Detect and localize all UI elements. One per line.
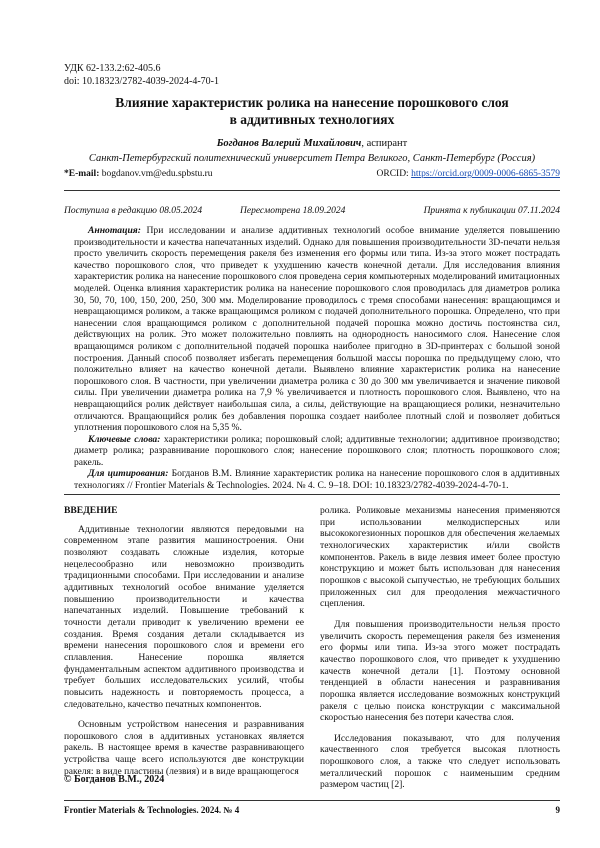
author-name: Богданов Валерий Михайлович <box>216 138 362 149</box>
page-number: 9 <box>555 805 560 815</box>
abstract-block <box>74 225 560 492</box>
title-line-2: в аддитивных технологиях <box>229 112 395 127</box>
date-received: Поступила в редакцию 08.05.2024 <box>64 206 203 216</box>
article-page <box>64 0 560 848</box>
author-role: , аспирант <box>361 138 408 149</box>
doi-text: doi: 10.18323/2782-4039-2024-4-70-1 <box>64 76 219 87</box>
udk-code: УДК 62-133.2:62-405.6 <box>64 63 161 74</box>
orcid-link[interactable]: https://orcid.org/0009-0006-6865-3579 <box>411 169 560 179</box>
keywords-text: характеристики ролика; порошковый слой; аддитивные технологии; аддитивное производство; диаметр ролика; разравнивание порошкового слоя; нанесение порошкового слоя; плотность порошкового слоя; ракель. <box>74 433 560 468</box>
abstract-text: При исследовании и анализе аддитивных технологий особое внимание уделяется повышению производительности и качества напечатанных изделий. Однако для повышения производительности 3D-печати нельзя просто увеличить скорость перемещения ракеля без изменения его формы или типа. Из-за этого может пострадать качество порошкового слоя, что приведет к ухудшению качеств конечной детали. Для исследования влияния характеристик ролика на нанесение порошкового слоя проведена серия компьютерных моделирований имитационных моделей. Оценка влияния характеристик ролика на нанесение порошкового слоя проводилась для диаметров ролика 30, 50, 70, 100, 150, 200, 250, 300 мм. Моделирование проводилось с тремя способами нанесения: вращающимся и невращающимся роликом, а также вращающимся роликом с подачей дополнительного порошка. Определено, что при нанесении слоя вращающимся роликом с дополнительной подачей порошка можно достичь постоянства сил, действующих на ролик. Это может положительно повлиять на однородность наносимого слоя. Нанесение слоя вращающимся роликом с дополнительной подачей порошка наиболее пригодно в 3D-принтерах с большой зоной построения. Данный способ позволяет избегать перемещения большой массы порошка по предыдущему слою, что положительно влияет на качество конечной детали. Выявлено влияние характеристик ролика на нанесение порошкового слоя. В частности, при увеличении диаметра ролика с 30 до 300 мм увеличивается и значение пиковой силы. При увеличении диаметра ролика на 7,9 % увеличивается и плотность порошкового слоя. Выявлено, что на невращающийся ролик действует наибольшая сила, а силы, действующие на вращающиеся ролики, незначительно отличаются. Вращающийся ролик без добавления порошка создает наиболее плотный слой и позволяет добиться уплотнения порошкового слоя на 5,35 %. <box>74 225 560 434</box>
abstract-label: Аннотация: <box>88 225 141 236</box>
body-paragraph: Аддитивные технологии являются передовыми на современном этапе развития машиностроения. Они позволяют создавать сложные изделия, которые нецелесообразно или невозможно производить традиционными способами. При исследовании и анализе аддитивных технологий особое внимание уделяется повышению производительности и качества напечатанных изделий. Повышение требований к точности детали приводит к увеличению времени ее создания. Время создания детали складывается из времени нанесения порошкового слоя и времени его сплавления. Нанесение порошка является фундаментальным аспектом аддитивного производства и требует больших исследовательских усилий, чтобы повысить надежность и повторяемость процесса, а следовательно, качество печатных компонентов. <box>64 523 304 710</box>
orcid-block <box>377 169 561 179</box>
email-label: *E-mail: <box>64 169 100 179</box>
divider-footer <box>64 800 560 801</box>
divider-abstract <box>64 494 560 495</box>
author-affiliation: Санкт-Петербургский политехнический университет Петра Великого, Санкт-Петербург (Россия) <box>88 153 536 164</box>
citation-paragraph <box>74 468 560 491</box>
right-column <box>320 505 560 791</box>
body-paragraph: Для повышения производительности нельзя просто увеличить скорость перемещения ракеля без изменения его формы или типа. Из-за этого может пострадать качество порошкового слоя, что приведет к ухудшению качеств конечной детали [1]. Поэтому основной тенденцией в области нанесения и разравнивания порошка является исследование возможных конструкций ракеля с целью поиска конструкции с максимальной скоростью нанесения без потери качества слоя. <box>320 618 560 724</box>
keywords-paragraph <box>74 434 560 469</box>
email-block <box>64 169 213 179</box>
date-accepted: Принята к публикации 07.11.2024 <box>423 206 560 216</box>
section-heading: ВВЕДЕНИЕ <box>64 505 118 516</box>
citation-text: Богданов В.М. Влияние характеристик ролика на нанесение порошкового слоя в аддитивных технологиях // Frontier Materials & Technologies. 2024. № 4. С. 9–18. DOI: 10.18323/2782-4039-2024-4-70-1. <box>74 468 560 492</box>
citation-label: Для цитирования: <box>88 468 169 480</box>
divider-top <box>64 190 560 191</box>
journal-name: Frontier Materials & Technologies. 2024. № 4 <box>64 805 240 815</box>
keywords-label: Ключевые слова: <box>88 433 161 445</box>
author-line <box>64 138 560 149</box>
copyright: © Богданов В.М., 2024 <box>64 774 165 785</box>
left-column <box>64 505 304 777</box>
article-meta <box>64 62 219 88</box>
abstract-paragraph <box>74 225 560 434</box>
orcid-label: ORCID: <box>376 169 409 179</box>
date-revised: Пересмотрена 18.09.2024 <box>240 206 346 216</box>
page-footer <box>64 805 560 815</box>
email-address: bogdanov.vm@edu.spbstu.ru <box>101 169 213 179</box>
title-line-1: Влияние характеристик ролика на нанесение порошкового слоя <box>115 95 509 110</box>
body-paragraph: Исследования показывают, что для получения качественного слоя требуется высокая плотность порошкового слоя, а также что следует использовать металлический порошок с наименьшим средним размером частиц [2]. <box>320 732 560 791</box>
body-paragraph: ролика. Роликовые механизмы нанесения применяются при использовании мелкодисперсных или высококогезионных порошков для обеспечения желаемых технологических характеристик и/или свойств компонентов. Ракель в виде лезвия имеет более простую конструкцию и может быть использован для нанесения порошков с высокой сыпучестью, не требующих больших приложенных сил для преодоления межчастичного сцепления. <box>320 505 560 610</box>
body-paragraph: Основным устройством нанесения и разравнивания порошкового слоя в аддитивных установках является ракель. В настоящее время в качестве разравнивающего устройства чаще всего используются две конструкции ракеля: в виде пластины (лезвия) и в виде вращающегося <box>64 719 304 777</box>
article-title <box>64 94 560 128</box>
